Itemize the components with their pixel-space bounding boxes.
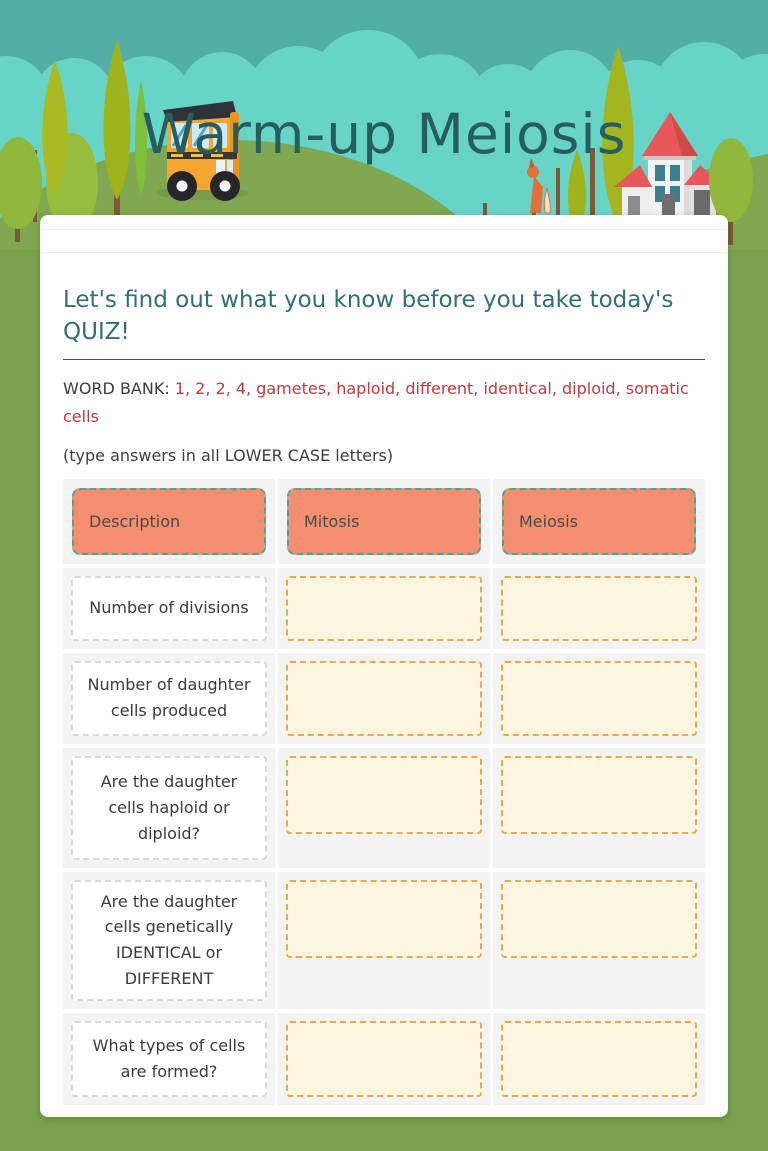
table-row — [278, 653, 490, 744]
answer-input-meiosis-divisions[interactable] — [501, 576, 697, 641]
row-label-divisions: Number of divisions — [71, 576, 267, 641]
column-header-meiosis: Meiosis — [502, 488, 696, 555]
table-row — [278, 568, 490, 649]
intro-heading: Let's find out what you know before you take today's QUIZ! — [63, 287, 674, 345]
answer-input-meiosis-cell-types[interactable] — [501, 1021, 697, 1097]
table-row — [493, 1013, 705, 1105]
card-divider-line — [40, 252, 728, 253]
answer-input-meiosis-daughter-cells[interactable] — [501, 661, 697, 736]
answer-input-mitosis-cell-types[interactable] — [286, 1021, 482, 1097]
table-row — [63, 568, 275, 649]
header-cell-meiosis — [493, 479, 705, 564]
header-cell-description — [63, 479, 275, 564]
table-row — [278, 1013, 490, 1105]
card-divider-line — [40, 229, 728, 230]
lowercase-note: (type answers in all LOWER CASE letters) — [63, 445, 394, 465]
row-label-identical-different: Are the daughter cells genetically IDENTICAL or DIFFERENT — [71, 880, 267, 1001]
table-row — [63, 872, 275, 1009]
answer-input-mitosis-divisions[interactable] — [286, 576, 482, 641]
header-cell-mitosis — [278, 479, 490, 564]
table-row — [493, 568, 705, 649]
table-row — [278, 872, 490, 1009]
table-row — [493, 872, 705, 1009]
row-label-haploid-diploid: Are the daughter cells haploid or diploid? — [71, 756, 267, 860]
answer-input-mitosis-daughter-cells[interactable] — [286, 661, 482, 736]
word-bank — [63, 375, 705, 429]
column-header-mitosis: Mitosis — [287, 488, 481, 555]
word-bank-label: WORD BANK: — [63, 379, 170, 399]
answer-input-meiosis-identical-different[interactable] — [501, 880, 697, 958]
table-row — [63, 748, 275, 868]
row-label-cell-types: What types of cells are formed? — [71, 1021, 267, 1097]
table-row — [63, 1013, 275, 1105]
table-row — [493, 653, 705, 744]
table-row — [278, 748, 490, 868]
table-row — [63, 653, 275, 744]
heading-divider — [63, 359, 705, 360]
quiz-table — [63, 479, 705, 1105]
worksheet-card — [40, 215, 728, 1117]
row-label-daughter-cells: Number of daughter cells produced — [71, 661, 267, 736]
answer-input-mitosis-identical-different[interactable] — [286, 880, 482, 958]
worksheet-title: Warm-up Meiosis — [141, 102, 627, 166]
table-row — [493, 748, 705, 868]
word-bank-items: 1, 2, 2, 4, gametes, haploid, different, identical, diploid, somatic cells — [63, 379, 689, 426]
answer-input-meiosis-haploid-diploid[interactable] — [501, 756, 697, 834]
answer-input-mitosis-haploid-diploid[interactable] — [286, 756, 482, 834]
column-header-description: Description — [72, 488, 266, 555]
